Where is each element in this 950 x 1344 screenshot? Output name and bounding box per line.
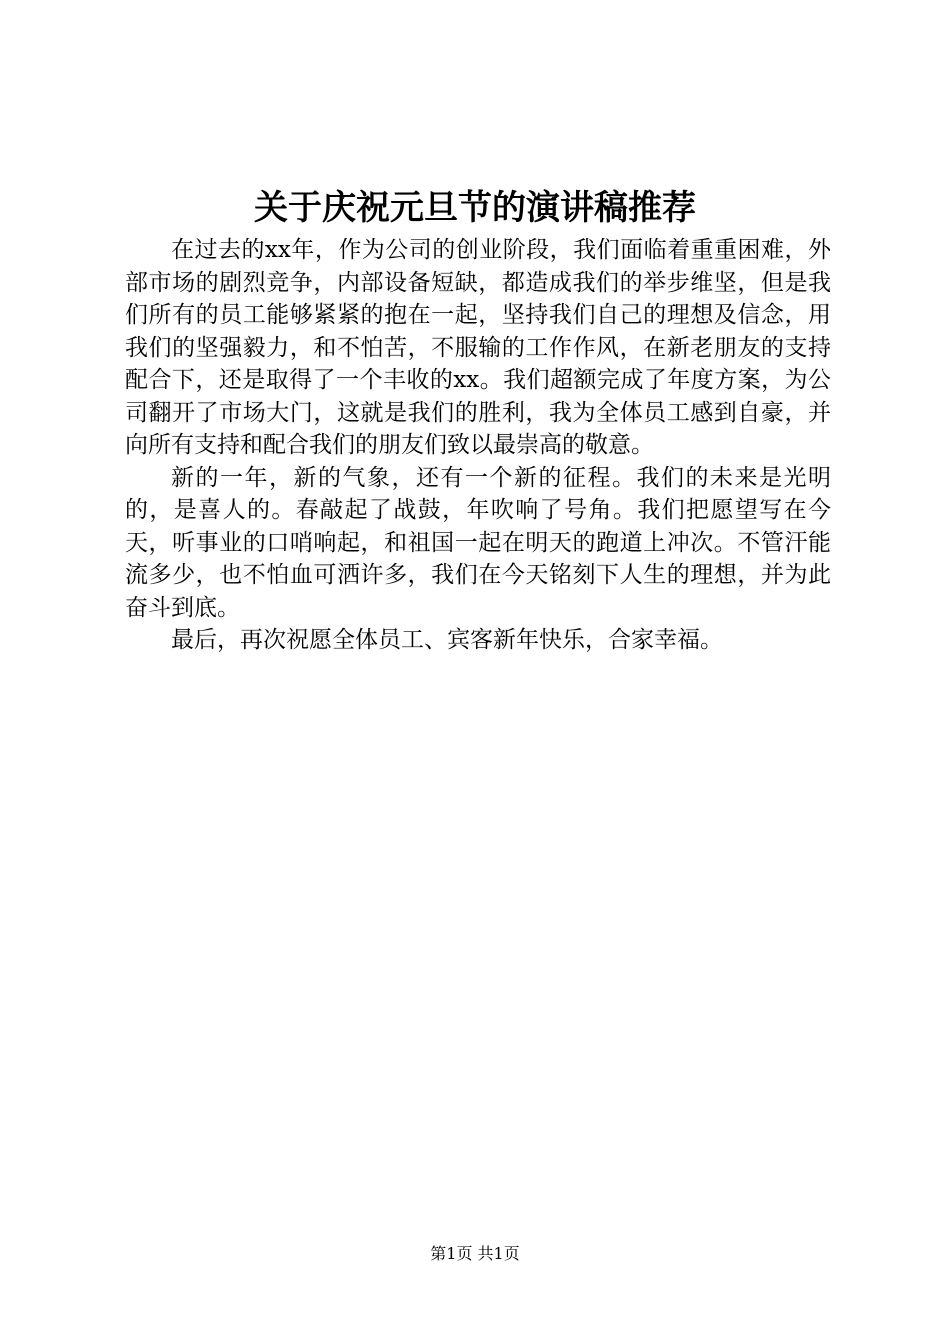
document-body <box>125 234 831 657</box>
document-title: 关于庆祝元旦节的演讲稿推荐 <box>254 188 696 228</box>
paragraph-3: 最后，再次祝愿全体员工、宾客新年快乐，合家幸福。 <box>171 627 723 653</box>
paragraph-1: 在过去的xx年，作为公司的创业阶段，我们面临着重重困难，外部市场的剧烈竞争，内部设备短缺，都造成我们的举步维坚，但是我们所有的员工能够紧紧的抱在一起，坚持我们自己的理想及信念，用我们的坚强毅力，和不怕苦，不服输的工作作风，在新老朋友的支持配合下，还是取得了一个丰收的xx。我们超额完成了年度方案，为公司翻开了市场大门，这就是我们的胜利，我为全体员工感到自豪，并向所有支持和配合我们的朋友们致以最崇高的敬意。 <box>125 237 831 458</box>
paragraph-2: 新的一年，新的气象，还有一个新的征程。我们的未来是光明的，是喜人的。春敲起了战鼓，年吹响了号角。我们把愿望写在今天，听事业的口哨响起，和祖国一起在明天的跑道上冲次。不管汗能流多少，也不怕血可洒许多，我们在今天铭刻下人生的理想，并为此奋斗到底。 <box>125 464 831 621</box>
page-footer: 第1页 共1页 <box>430 1244 520 1263</box>
